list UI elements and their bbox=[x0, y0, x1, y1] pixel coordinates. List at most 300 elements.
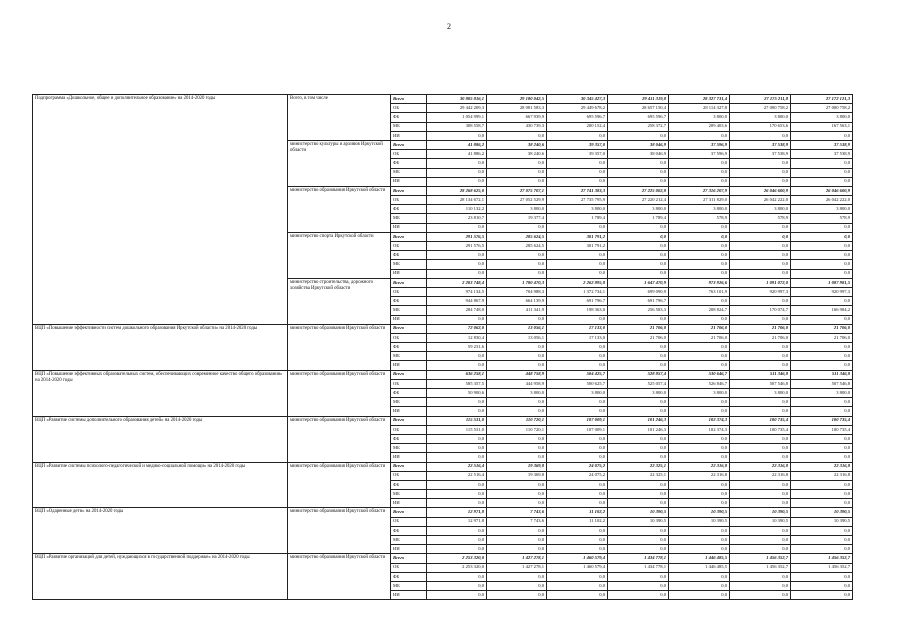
amount-cell: 0,0 bbox=[547, 581, 608, 590]
amount-cell: 0,0 bbox=[669, 444, 730, 453]
amount-cell: 22 316,8 bbox=[669, 462, 730, 471]
amount-cell: 1 091 072,0 bbox=[730, 278, 791, 287]
amount-cell: 0,0 bbox=[427, 434, 487, 443]
amount-cell: 0,0 bbox=[669, 159, 730, 168]
amount-cell: 17 133,0 bbox=[547, 333, 608, 342]
amount-cell: 0,0 bbox=[608, 352, 669, 361]
amount-cell: 0,0 bbox=[791, 407, 853, 416]
amount-cell: 0,0 bbox=[791, 343, 853, 352]
amount-cell: 23 810,7 bbox=[427, 214, 487, 223]
amount-cell: 200 152,4 bbox=[547, 122, 608, 131]
amount-cell: 29 449 678,2 bbox=[547, 104, 608, 113]
amount-cell: 21 706,0 bbox=[669, 324, 730, 333]
amount-cell: 1 087 981,5 bbox=[791, 278, 853, 287]
amount-cell: 0,0 bbox=[669, 499, 730, 508]
amount-cell: 291 576,5 bbox=[427, 232, 487, 241]
amount-cell: 0,0 bbox=[730, 131, 791, 140]
amount-cell: 0,0 bbox=[547, 352, 608, 361]
amount-cell: 0,0 bbox=[730, 490, 791, 499]
funding-source-cell: МБ bbox=[391, 260, 427, 269]
amount-cell: 10 390,5 bbox=[791, 517, 853, 526]
amount-cell: 1 434 778,1 bbox=[608, 563, 669, 572]
executor-cell: министерство образования Иркутской области bbox=[288, 508, 391, 554]
amount-cell: 3 800,0 bbox=[730, 205, 791, 214]
amount-cell: 664 139,9 bbox=[487, 297, 547, 306]
amount-cell: 0,0 bbox=[608, 545, 669, 554]
amount-cell: 0,0 bbox=[669, 361, 730, 370]
amount-cell: 101 246,3 bbox=[608, 425, 669, 434]
executor-cell: министерство образования Иркутской области bbox=[288, 186, 391, 232]
amount-cell: 0,0 bbox=[427, 315, 487, 324]
amount-cell: 0,0 bbox=[547, 260, 608, 269]
amount-cell: 0,0 bbox=[547, 499, 608, 508]
amount-cell: 0,0 bbox=[608, 499, 669, 508]
amount-cell: 30 345 427,3 bbox=[547, 95, 608, 104]
amount-cell: 0,0 bbox=[669, 343, 730, 352]
amount-cell: 691 796,7 bbox=[547, 297, 608, 306]
funding-source-cell: ФБ bbox=[391, 389, 427, 398]
funding-source-cell: Всего bbox=[391, 324, 427, 333]
amount-cell: 507 546,8 bbox=[791, 379, 853, 388]
amount-cell: 26 042 222,0 bbox=[791, 196, 853, 205]
amount-cell: 107 009,1 bbox=[547, 416, 608, 425]
amount-cell: 22 316,8 bbox=[791, 471, 853, 480]
amount-cell: 0,0 bbox=[669, 352, 730, 361]
amount-cell: 27 311 829,0 bbox=[669, 196, 730, 205]
amount-cell: 0,0 bbox=[608, 572, 669, 581]
amount-cell: 0,0 bbox=[608, 168, 669, 177]
amount-cell: 0,0 bbox=[791, 480, 853, 489]
amount-cell: 511 346,8 bbox=[730, 370, 791, 379]
amount-cell: 0,0 bbox=[608, 453, 669, 462]
amount-cell: 0,0 bbox=[669, 242, 730, 251]
table-row bbox=[33, 95, 853, 104]
amount-cell: 2 262 895,8 bbox=[547, 278, 608, 287]
amount-cell: 695 596,7 bbox=[608, 113, 669, 122]
amount-cell: 0,0 bbox=[547, 453, 608, 462]
amount-cell: 0,0 bbox=[608, 251, 669, 260]
amount-cell: 27 172 121,3 bbox=[791, 95, 853, 104]
funding-source-cell: ФБ bbox=[391, 205, 427, 214]
amount-cell: 0,0 bbox=[730, 581, 791, 590]
amount-cell: 0,0 bbox=[487, 159, 547, 168]
amount-cell: 0,0 bbox=[427, 407, 487, 416]
amount-cell: 27 225 002,8 bbox=[608, 186, 669, 195]
amount-cell: 0,0 bbox=[427, 251, 487, 260]
amount-cell: 115 531,0 bbox=[427, 425, 487, 434]
table-row bbox=[33, 370, 853, 379]
amount-cell: 0,0 bbox=[487, 131, 547, 140]
amount-cell: 0,0 bbox=[608, 434, 669, 443]
amount-cell: 0,0 bbox=[547, 251, 608, 260]
amount-cell: 3 800,0 bbox=[791, 113, 853, 122]
amount-cell: 0,0 bbox=[487, 572, 547, 581]
amount-cell: 28 134 672,1 bbox=[427, 196, 487, 205]
amount-cell: 0,0 bbox=[427, 453, 487, 462]
amount-cell: 0,0 bbox=[547, 177, 608, 186]
amount-cell: 3 800,0 bbox=[791, 205, 853, 214]
amount-cell: 1 789,4 bbox=[547, 214, 608, 223]
amount-cell: 21 706,0 bbox=[669, 333, 730, 342]
amount-cell: 291 576,5 bbox=[427, 242, 487, 251]
program-name-cell: ВЦП «Повышение эффективных образовательных систем, обеспечивающих современное качество общего образования» на 2014-2020 годы bbox=[33, 370, 288, 416]
amount-cell: 3 800,0 bbox=[547, 205, 608, 214]
amount-cell: 695 596,7 bbox=[547, 113, 608, 122]
amount-cell: 0,0 bbox=[487, 434, 547, 443]
amount-cell: 27 741 383,3 bbox=[547, 186, 608, 195]
amount-cell: 0,0 bbox=[730, 242, 791, 251]
amount-cell: 0,0 bbox=[730, 352, 791, 361]
amount-cell: 38 240,6 bbox=[487, 150, 547, 159]
funding-source-cell: ОБ bbox=[391, 104, 427, 113]
executor-cell: министерство образования Иркутской области bbox=[288, 462, 391, 508]
amount-cell: 1 372 734,1 bbox=[547, 287, 608, 296]
amount-cell: 1 427 278,1 bbox=[487, 563, 547, 572]
amount-cell: 667 939,9 bbox=[487, 113, 547, 122]
amount-cell: 21 706,0 bbox=[730, 324, 791, 333]
amount-cell: 0,0 bbox=[669, 572, 730, 581]
amount-cell: 1 456 352,7 bbox=[730, 563, 791, 572]
funding-source-cell: МБ bbox=[391, 352, 427, 361]
amount-cell: 7 743,6 bbox=[487, 517, 547, 526]
amount-cell: 10 390,5 bbox=[669, 508, 730, 517]
amount-cell: 22 316,8 bbox=[791, 462, 853, 471]
amount-cell: 22 316,8 bbox=[730, 471, 791, 480]
amount-cell: 0,0 bbox=[791, 361, 853, 370]
amount-cell: 10 390,5 bbox=[669, 517, 730, 526]
funding-source-cell: ОБ bbox=[391, 563, 427, 572]
amount-cell: 0,0 bbox=[427, 168, 487, 177]
amount-cell: 3 800,0 bbox=[608, 389, 669, 398]
amount-cell: 0,0 bbox=[427, 545, 487, 554]
funding-source-cell: ФБ bbox=[391, 251, 427, 260]
amount-cell: 28 657 150,4 bbox=[608, 104, 669, 113]
amount-cell: 7 743,6 bbox=[487, 508, 547, 517]
amount-cell: 0,0 bbox=[669, 251, 730, 260]
amount-cell: 1 456 352,7 bbox=[791, 563, 853, 572]
amount-cell: 3 800,0 bbox=[791, 389, 853, 398]
amount-cell: 110 720,1 bbox=[487, 425, 547, 434]
amount-cell: 0,0 bbox=[669, 260, 730, 269]
funding-source-cell: ОБ bbox=[391, 150, 427, 159]
amount-cell: 0,0 bbox=[791, 536, 853, 545]
amount-cell: 0,0 bbox=[669, 434, 730, 443]
amount-cell: 22 516,4 bbox=[427, 471, 487, 480]
amount-cell: 3 800,0 bbox=[547, 389, 608, 398]
amount-cell: 500 625,7 bbox=[547, 379, 608, 388]
amount-cell: 0,0 bbox=[608, 232, 669, 241]
amount-cell: 0,0 bbox=[608, 526, 669, 535]
funding-source-cell: МБ bbox=[391, 214, 427, 223]
amount-cell: 528 857,4 bbox=[608, 370, 669, 379]
amount-cell: 0,0 bbox=[487, 526, 547, 535]
amount-cell: 0,0 bbox=[487, 444, 547, 453]
amount-cell: 0,0 bbox=[427, 591, 487, 600]
amount-cell: 0,0 bbox=[608, 223, 669, 232]
amount-cell: 0,0 bbox=[547, 361, 608, 370]
amount-cell: 0,0 bbox=[791, 131, 853, 140]
amount-cell: 0,0 bbox=[608, 480, 669, 489]
amount-cell: 0,0 bbox=[608, 315, 669, 324]
amount-cell: 0,0 bbox=[547, 480, 608, 489]
amount-cell: 0,0 bbox=[427, 444, 487, 453]
amount-cell: 0,0 bbox=[730, 536, 791, 545]
amount-cell: 0,0 bbox=[730, 480, 791, 489]
amount-cell: 100 735,4 bbox=[791, 425, 853, 434]
amount-cell: 0,0 bbox=[730, 223, 791, 232]
amount-cell: 28 114 327,8 bbox=[669, 104, 730, 113]
funding-source-cell: МБ bbox=[391, 536, 427, 545]
executor-cell: министерство образования Иркутской области bbox=[288, 324, 391, 370]
amount-cell: 585 357,5 bbox=[427, 379, 487, 388]
amount-cell: 0,0 bbox=[791, 177, 853, 186]
amount-cell: 0,0 bbox=[608, 490, 669, 499]
funding-source-cell: ФБ bbox=[391, 434, 427, 443]
amount-cell: 1 647 470,9 bbox=[608, 278, 669, 287]
amount-cell: 0,0 bbox=[427, 223, 487, 232]
funding-source-cell: ОБ bbox=[391, 196, 427, 205]
amount-cell: 0,0 bbox=[427, 526, 487, 535]
amount-cell: 507 546,8 bbox=[730, 379, 791, 388]
amount-cell: 763 101,9 bbox=[669, 287, 730, 296]
amount-cell: 198 363,0 bbox=[547, 306, 608, 315]
amount-cell: 0,0 bbox=[547, 444, 608, 453]
amount-cell: 1 427 278,1 bbox=[487, 554, 547, 563]
amount-cell: 0,0 bbox=[730, 526, 791, 535]
amount-cell: 0,0 bbox=[487, 260, 547, 269]
amount-cell: 0,0 bbox=[669, 480, 730, 489]
amount-cell: 0,0 bbox=[669, 223, 730, 232]
amount-cell: 0,0 bbox=[791, 444, 853, 453]
amount-cell: 0,0 bbox=[427, 352, 487, 361]
amount-cell: 578,9 bbox=[791, 214, 853, 223]
amount-cell: 167 563,1 bbox=[791, 122, 853, 131]
funding-source-cell: МБ bbox=[391, 581, 427, 590]
amount-cell: 0,0 bbox=[547, 398, 608, 407]
amount-cell: 0,0 bbox=[487, 177, 547, 186]
amount-cell: 26 046 600,9 bbox=[730, 186, 791, 195]
program-name-cell: ВЦП «Развитие системы дополнительного образования детей» на 2014-2020 годы bbox=[33, 416, 288, 462]
funding-source-cell: Всего bbox=[391, 186, 427, 195]
amount-cell: 3 800,0 bbox=[608, 205, 669, 214]
funding-source-cell: ОБ bbox=[391, 425, 427, 434]
amount-cell: 22 325,1 bbox=[608, 462, 669, 471]
amount-cell: 0,0 bbox=[487, 269, 547, 278]
amount-cell: 102 374,3 bbox=[669, 416, 730, 425]
amount-cell: 0,0 bbox=[608, 343, 669, 352]
funding-source-cell: Всего bbox=[391, 554, 427, 563]
amount-cell: 27 075 707,1 bbox=[487, 186, 547, 195]
amount-cell: 0,0 bbox=[791, 591, 853, 600]
amount-cell: 0,0 bbox=[669, 398, 730, 407]
amount-cell: 0,0 bbox=[730, 361, 791, 370]
amount-cell: 1 456 352,7 bbox=[791, 554, 853, 563]
amount-cell: 944 867,9 bbox=[427, 297, 487, 306]
amount-cell: 0,0 bbox=[669, 232, 730, 241]
funding-source-cell: МБ bbox=[391, 306, 427, 315]
funding-source-cell: ОБ bbox=[391, 242, 427, 251]
table-row bbox=[33, 462, 853, 471]
funding-source-cell: Всего bbox=[391, 370, 427, 379]
amount-cell: 100 735,4 bbox=[791, 416, 853, 425]
executor-cell: министерство культуры и архивов Иркутской области bbox=[288, 140, 391, 186]
amount-cell: 209 403,6 bbox=[669, 122, 730, 131]
amount-cell: 27 000 758,2 bbox=[791, 104, 853, 113]
amount-cell: 0,0 bbox=[669, 297, 730, 306]
amount-cell: 27 175 211,8 bbox=[730, 95, 791, 104]
amount-cell: 308 558,7 bbox=[427, 122, 487, 131]
amount-cell: 0,0 bbox=[608, 407, 669, 416]
amount-cell: 10 390,5 bbox=[730, 517, 791, 526]
amount-cell: 101 246,3 bbox=[608, 416, 669, 425]
amount-cell: 22 316,8 bbox=[730, 462, 791, 471]
amount-cell: 0,0 bbox=[791, 269, 853, 278]
amount-cell: 3 800,0 bbox=[730, 113, 791, 122]
amount-cell: 430 739,3 bbox=[487, 122, 547, 131]
amount-cell: 10 390,5 bbox=[730, 508, 791, 517]
amount-cell: 0,0 bbox=[608, 269, 669, 278]
funding-source-cell: Всего bbox=[391, 140, 427, 149]
amount-cell: 1 054 999,1 bbox=[427, 113, 487, 122]
amount-cell: 37 538,9 bbox=[791, 150, 853, 159]
funding-source-cell: ОБ bbox=[391, 517, 427, 526]
amount-cell: 0,0 bbox=[608, 398, 669, 407]
amount-cell: 0,0 bbox=[791, 232, 853, 241]
amount-cell: 0,0 bbox=[547, 536, 608, 545]
amount-cell: 28 081 583,3 bbox=[487, 104, 547, 113]
amount-cell: 115 531,0 bbox=[427, 416, 487, 425]
amount-cell: 511 346,8 bbox=[791, 370, 853, 379]
amount-cell: 0,0 bbox=[791, 490, 853, 499]
amount-cell: 411 341,9 bbox=[487, 306, 547, 315]
funding-source-cell: МБ bbox=[391, 398, 427, 407]
amount-cell: 578,9 bbox=[669, 214, 730, 223]
amount-cell: 0,0 bbox=[669, 177, 730, 186]
funding-source-cell: ИИ bbox=[391, 177, 427, 186]
amount-cell: 22 325,1 bbox=[608, 471, 669, 480]
amount-cell: 29 411 319,8 bbox=[608, 95, 669, 104]
amount-cell: 0,0 bbox=[547, 545, 608, 554]
table-row bbox=[33, 324, 853, 333]
amount-cell: 448 758,9 bbox=[487, 370, 547, 379]
amount-cell: 39 357,0 bbox=[547, 140, 608, 149]
amount-cell: 0,0 bbox=[791, 242, 853, 251]
table-row bbox=[33, 508, 853, 517]
amount-cell: 29 442 209,3 bbox=[427, 104, 487, 113]
funding-source-cell: ОБ bbox=[391, 333, 427, 342]
amount-cell: 0,0 bbox=[547, 407, 608, 416]
amount-cell: 110 720,1 bbox=[487, 416, 547, 425]
amount-cell: 0,0 bbox=[730, 269, 791, 278]
amount-cell: 0,0 bbox=[791, 159, 853, 168]
amount-cell: 24 075,2 bbox=[547, 462, 608, 471]
amount-cell: 0,0 bbox=[791, 297, 853, 306]
amount-cell: 0,0 bbox=[730, 444, 791, 453]
amount-cell: 3 800,0 bbox=[487, 389, 547, 398]
amount-cell: 0,0 bbox=[547, 269, 608, 278]
funding-source-cell: МБ bbox=[391, 168, 427, 177]
executor-cell: министерство образования Иркутской области bbox=[288, 554, 391, 600]
funding-source-cell: ИИ bbox=[391, 545, 427, 554]
funding-source-cell: ОБ bbox=[391, 379, 427, 388]
amount-cell: 27 316 207,9 bbox=[669, 186, 730, 195]
amount-cell: 0,0 bbox=[791, 453, 853, 462]
amount-cell: 22 516,4 bbox=[427, 462, 487, 471]
amount-cell: 526 846,7 bbox=[669, 379, 730, 388]
amount-cell: 0,0 bbox=[669, 269, 730, 278]
funding-source-cell: ОБ bbox=[391, 287, 427, 296]
amount-cell: 38 240,6 bbox=[487, 140, 547, 149]
funding-source-cell: ФБ bbox=[391, 526, 427, 535]
amount-cell: 170 074,7 bbox=[730, 306, 791, 315]
amount-cell: 0,0 bbox=[427, 361, 487, 370]
amount-cell: 59 231,6 bbox=[427, 343, 487, 352]
amount-cell: 444 958,9 bbox=[487, 379, 547, 388]
program-name-cell: ВЦП «Развитие организаций для детей, нуждающихся в государственной поддержке» на 2014-2020 годы bbox=[33, 554, 288, 600]
amount-cell: 50 900,6 bbox=[427, 389, 487, 398]
amount-cell: 0,0 bbox=[427, 490, 487, 499]
funding-source-cell: Всего bbox=[391, 416, 427, 425]
funding-source-cell: ФБ bbox=[391, 343, 427, 352]
amount-cell: 0,0 bbox=[547, 434, 608, 443]
amount-cell: 37 538,9 bbox=[730, 140, 791, 149]
amount-cell: 1 446 485,5 bbox=[669, 563, 730, 572]
amount-cell: 0,0 bbox=[730, 168, 791, 177]
table-row bbox=[33, 554, 853, 563]
amount-cell: 41 886,2 bbox=[427, 150, 487, 159]
amount-cell: 0,0 bbox=[730, 453, 791, 462]
amount-cell: 0,0 bbox=[427, 536, 487, 545]
amount-cell: 920 997,3 bbox=[791, 287, 853, 296]
amount-cell: 24 075,2 bbox=[547, 471, 608, 480]
amount-cell: 0,0 bbox=[487, 343, 547, 352]
amount-cell: 41 886,2 bbox=[427, 140, 487, 149]
amount-cell: 0,0 bbox=[487, 398, 547, 407]
amount-cell: 21 706,0 bbox=[608, 324, 669, 333]
funding-source-cell: ИИ bbox=[391, 315, 427, 324]
amount-cell: 0,0 bbox=[730, 297, 791, 306]
amount-cell: 0,0 bbox=[547, 526, 608, 535]
amount-cell: 21 706,0 bbox=[791, 333, 853, 342]
amount-cell: 525 057,4 bbox=[608, 379, 669, 388]
amount-cell: 0,0 bbox=[730, 398, 791, 407]
amount-cell: 19 369,8 bbox=[487, 462, 547, 471]
funding-source-cell: МБ bbox=[391, 490, 427, 499]
amount-cell: 699 090,9 bbox=[608, 287, 669, 296]
amount-cell: 39 357,0 bbox=[547, 150, 608, 159]
amount-cell: 37 596,9 bbox=[669, 140, 730, 149]
funding-source-cell: ФБ bbox=[391, 480, 427, 489]
funding-source-cell: ИИ bbox=[391, 269, 427, 278]
amount-cell: 0,0 bbox=[730, 545, 791, 554]
amount-cell: 0,0 bbox=[547, 168, 608, 177]
amount-cell: 37 538,9 bbox=[791, 140, 853, 149]
amount-cell: 0,0 bbox=[669, 315, 730, 324]
amount-cell: 0,0 bbox=[547, 315, 608, 324]
amount-cell: 0,0 bbox=[608, 361, 669, 370]
executor-cell: Всего, в том числе bbox=[288, 95, 391, 141]
amount-cell: 1 446 485,5 bbox=[669, 554, 730, 563]
amount-cell: 920 997,3 bbox=[730, 287, 791, 296]
amount-cell: 0,0 bbox=[791, 398, 853, 407]
amount-cell: 208 824,7 bbox=[669, 306, 730, 315]
amount-cell: 1 780 470,3 bbox=[487, 278, 547, 287]
amount-cell: 0,0 bbox=[730, 315, 791, 324]
amount-cell: 0,0 bbox=[669, 536, 730, 545]
amount-cell: 0,0 bbox=[669, 168, 730, 177]
amount-cell: 21 706,0 bbox=[608, 333, 669, 342]
funding-source-cell: ФБ bbox=[391, 159, 427, 168]
